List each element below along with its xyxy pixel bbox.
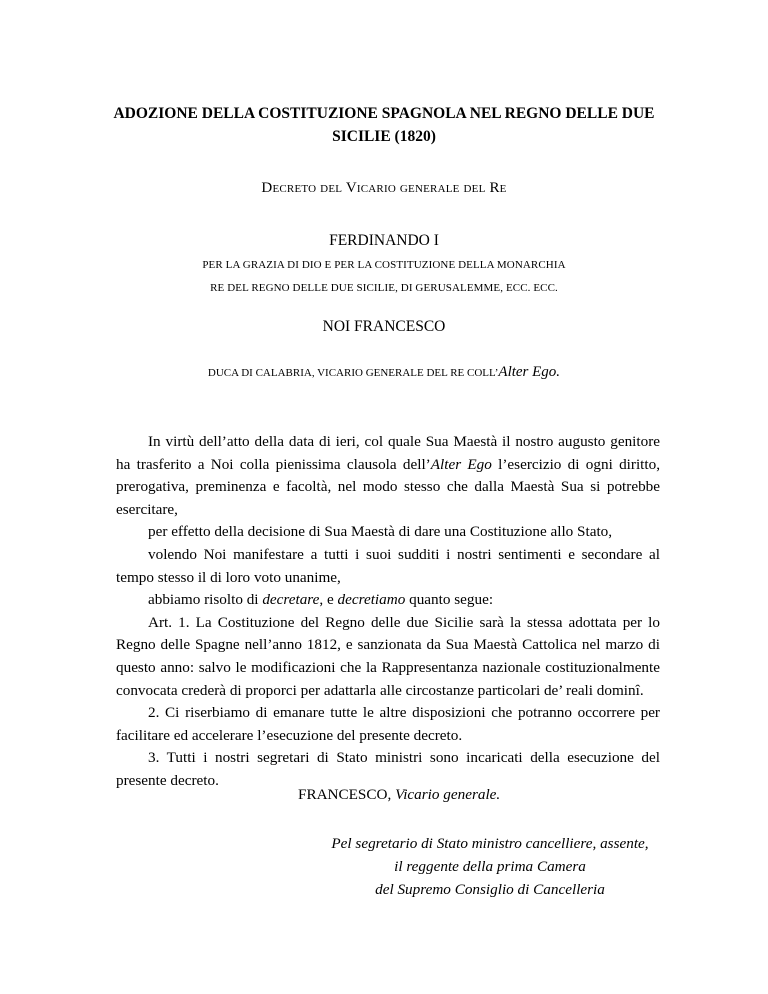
title-line-1: ADOZIONE DELLA COSTITUZIONE SPAGNOLA NEL REGNO DELLE DUE: [113, 105, 655, 122]
p4-text-b: , e: [319, 591, 338, 609]
duca-line: [60, 364, 708, 381]
p4-decretare: decretare: [262, 591, 320, 609]
article-1: Art. 1. La Costituzione del Regno delle due Sicilie sarà la stessa adottata per lo Regno delle Spagne nell’anno 1812, e sanzionata da Sua Maestà Cattolica nel marzo di questo anno: salvo le modificazioni che la Rappresentanza nazionale costituzionalmente convocata crederà di proporci per adattarla alle circostanze particolari de’ reali dominî.: [116, 613, 660, 699]
document-title: [60, 102, 708, 148]
signature-name: FRANCESCO,: [298, 786, 396, 803]
pel-line-3: del Supremo Consiglio di Cancelleria: [375, 881, 605, 898]
article-3: 3. Tutti i nostri segretari di Stato ministri sono incaricati della esecuzione del presente decreto.: [116, 749, 660, 789]
king-name: FERDINANDO I: [329, 232, 439, 249]
p4-decretiamo: decretiamo: [337, 591, 406, 609]
p1-text-b: l’esercizio di ogni diritto, prerogativa, preminenza e facoltà, nel modo stesso che dalla Maestà Sua si potrebbe esercitare,: [116, 455, 660, 518]
decree-heading: [60, 180, 708, 197]
p4-text-c: quanto segue:: [405, 591, 494, 609]
title-line-2: SICILIE (1820): [332, 128, 436, 145]
decree-body: [116, 431, 660, 793]
grace-line-2: RE DEL REGNO DELLE DUE SICILIE, DI GERUSALEMME, ECC. ECC.: [210, 282, 558, 294]
pel-line-2: il reggente della prima Camera: [394, 858, 586, 875]
paragraph-2: per effetto della decisione di Sua Maestà di dare una Costituzione allo Stato,: [148, 523, 613, 541]
article-2: 2. Ci riserbiamo di emanare tutte le altre disposizioni che potranno occorrere per facilitare ed accelerare l’esecuzione del presente decreto.: [116, 704, 660, 744]
decree-heading-text: Decreto del Vicario generale del Re: [261, 180, 507, 196]
p1-alter-ego: Alter Ego: [430, 455, 492, 473]
signature: [298, 786, 500, 804]
duca-alter-ego: Alter Ego.: [498, 364, 561, 380]
p1-text-a: In virtù dell’atto della data di ieri, col quale Sua Maestà il nostro augusto genitore ha trasferito a Noi colla pienissima clausola dell’: [116, 433, 660, 473]
countersignature: [320, 832, 660, 901]
paragraph-1: [116, 431, 660, 521]
noi-francesco: NOI FRANCESCO: [322, 318, 446, 335]
signature-title: Vicario generale.: [395, 786, 501, 803]
grace-line-1: PER LA GRAZIA DI DIO E PER LA COSTITUZIONE DELLA MONARCHIA: [202, 259, 566, 271]
duca-prefix: DUCA DI CALABRIA, VICARIO GENERALE DEL RE COLL’: [207, 367, 499, 379]
p4-text-a: abbiamo risolto di: [148, 591, 263, 609]
pel-line-1: Pel segretario di Stato ministro cancelliere, assente,: [331, 835, 649, 852]
paragraph-3: volendo Noi manifestare a tutti i suoi sudditi i nostri sentimenti e secondare al tempo stesso il di loro voto unanime,: [116, 545, 660, 586]
paragraph-4: [116, 589, 660, 612]
